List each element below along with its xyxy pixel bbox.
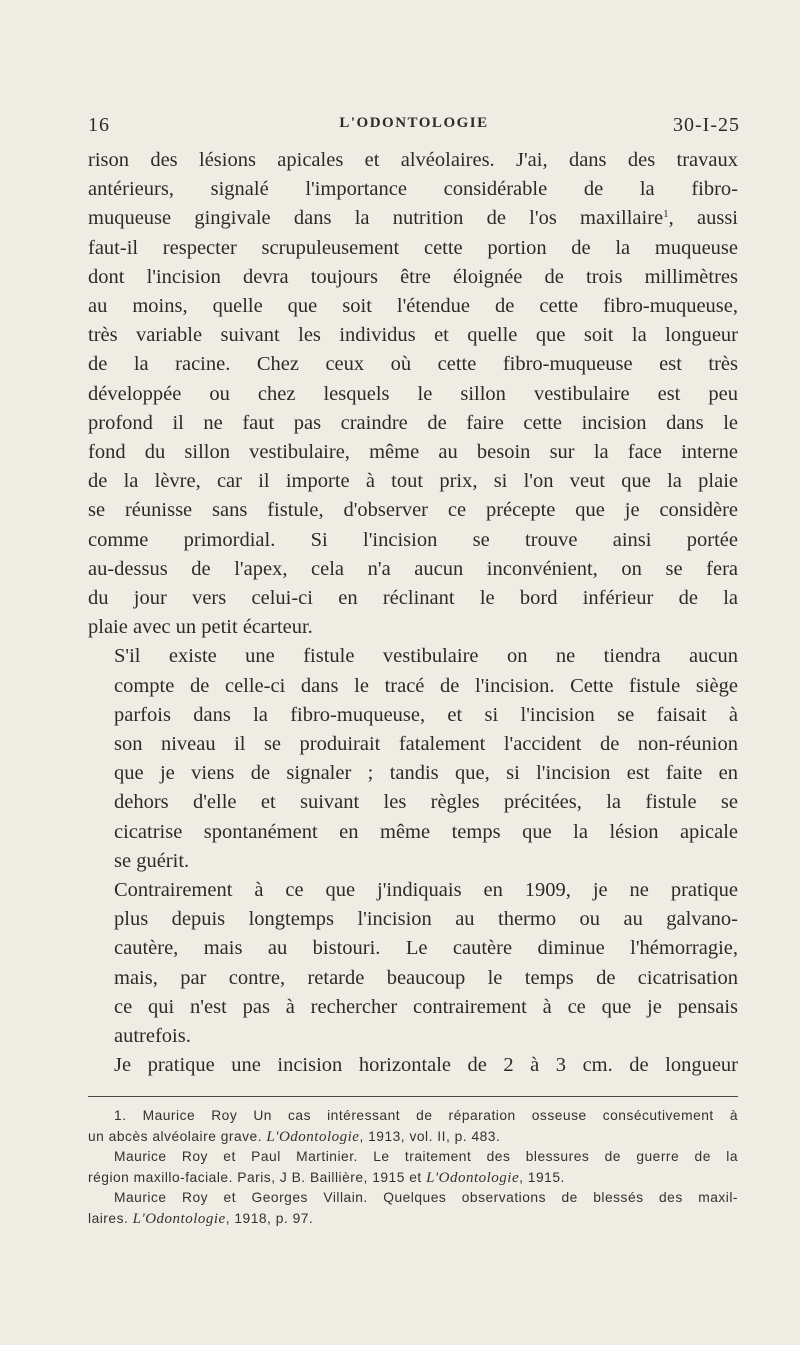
text-line: antérieurs, signalé l'importance considérable de la fibro-	[88, 178, 738, 201]
text-line: comme primordial. Si l'incision se trouve ainsi portée	[88, 528, 738, 551]
text-line: très variable suivant les individus et quelle que soit la longueur	[88, 324, 738, 347]
footnote-text: laires.	[88, 1210, 129, 1226]
journal-name: L'Odontologie	[132, 1210, 226, 1227]
text-line: son niveau il se produirait fatalement l'accident de non-réunion	[114, 733, 738, 756]
footnote-ref: , 1918, p. 97.	[225, 1210, 314, 1226]
text-line: fond du sillon vestibulaire, même au besoin sur la face interne	[88, 441, 738, 464]
footnote-3-cont	[88, 1209, 738, 1230]
footnote-ref: , 1913, vol. II, p. 483.	[359, 1128, 501, 1144]
text-line: se guérit.	[114, 849, 190, 872]
text-fragment: muqueuse gingivale dans la nutrition de l'os maxillaire	[88, 207, 664, 230]
footnote-1	[88, 1106, 738, 1127]
footnote-line	[88, 1168, 738, 1189]
text-line: plaie avec un petit écarteur.	[88, 616, 313, 639]
footnotes	[88, 1106, 738, 1230]
text-line: se réunisse sans fistule, d'observer ce précepte que je considère	[88, 499, 738, 522]
text-line: Contrairement à ce que j'indiquais en 1909, je ne pratique	[114, 879, 738, 902]
footnote-1-cont	[88, 1127, 738, 1148]
journal-title: L'ODONTOLOGIE	[339, 115, 489, 131]
text-line: parfois dans la fibro-muqueuse, et si l'incision se faisait à	[114, 703, 738, 726]
footnote-3	[88, 1188, 738, 1209]
journal-name: L'Odontologie	[266, 1128, 360, 1145]
footnote-2	[88, 1147, 738, 1168]
issue-date: 30-I-25	[673, 114, 740, 136]
text-line: autrefois.	[114, 1025, 191, 1048]
text-line: de la lèvre, car il importe à tout prix, si l'on veut que la plaie	[88, 470, 738, 493]
text-line: mais, par contre, retarde beaucoup le temps de cicatrisation	[114, 966, 738, 989]
text-line: compte de celle-ci dans le tracé de l'incision. Cette fistule siège	[114, 674, 738, 697]
text-line: au moins, quelle que soit l'étendue de cette fibro-muqueuse,	[88, 295, 738, 318]
journal-name: L'Odontologie	[426, 1169, 520, 1186]
text-line: dont l'incision devra toujours être éloignée de trois millimètres	[88, 265, 738, 288]
text-line: ce qui n'est pas à rechercher contrairement à ce que je pensais	[114, 995, 738, 1018]
text-line: S'il existe une fistule vestibulaire on ne tiendra aucun	[114, 645, 738, 668]
footnote-2-cont	[88, 1168, 738, 1189]
text-line: de la racine. Chez ceux où cette fibro-muqueuse est très	[88, 353, 738, 376]
paragraph-3	[88, 876, 738, 1051]
footnote-line: Maurice Roy et Georges Villain. Quelques observations de blessés des maxil-	[114, 1190, 738, 1206]
text-line: rison des lésions apicales et alvéolaires. J'ai, dans des travaux	[88, 149, 738, 171]
text-line: que je viens de signaler ; tandis que, si l'incision est faite en	[114, 762, 738, 785]
footnote-text: un abcès alvéolaire grave.	[88, 1128, 263, 1144]
text-line: dehors d'elle et suivant les règles précitées, la fistule se	[114, 791, 738, 814]
footnote-text: région maxillo-faciale. Paris, J B. Baillière, 1915 et	[88, 1169, 422, 1185]
footnote-line: Maurice Roy et Paul Martinier. Le traitement des blessures de guerre de la	[114, 1149, 738, 1165]
running-head	[88, 114, 740, 140]
footnote-ref: , 1915.	[519, 1169, 565, 1185]
text-line: faut-il respecter scrupuleusement cette portion de la muqueuse	[88, 236, 738, 259]
text-line: plus depuis longtemps l'incision au thermo ou au galvano-	[114, 908, 738, 931]
footnote-marker[interactable]: 1	[663, 208, 669, 221]
paragraph-2	[88, 642, 738, 876]
text-line: cautère, mais au bistouri. Le cautère diminue l'hémorragie,	[114, 937, 738, 960]
page-number: 16	[88, 114, 110, 136]
text-line: cicatrise spontanément en même temps que la lésion apicale	[114, 820, 738, 843]
footnote-line	[88, 1209, 738, 1230]
body-text	[88, 146, 738, 1081]
text-line: profond il ne faut pas craindre de faire cette incision dans le	[88, 411, 738, 434]
text-line: au-dessus de l'apex, cela n'a aucun inconvénient, on se fera	[88, 557, 738, 580]
footnote-divider	[88, 1096, 738, 1097]
footnote-line	[88, 1127, 738, 1148]
footnote-line: 1. Maurice Roy Un cas intéressant de réparation osseuse consécutivement à	[114, 1108, 738, 1123]
text-line: du jour vers celui-ci en réclinant le bord inférieur de la	[88, 587, 738, 610]
paragraph-4	[88, 1051, 738, 1080]
text-line: Je pratique une incision horizontale de 2 à 3 cm. de longueur	[114, 1054, 738, 1077]
text-line	[88, 204, 738, 233]
text-line: développée ou chez lesquels le sillon vestibulaire est peu	[88, 382, 738, 405]
text-fragment: , aussi	[668, 207, 739, 230]
paragraph-1	[88, 146, 738, 642]
